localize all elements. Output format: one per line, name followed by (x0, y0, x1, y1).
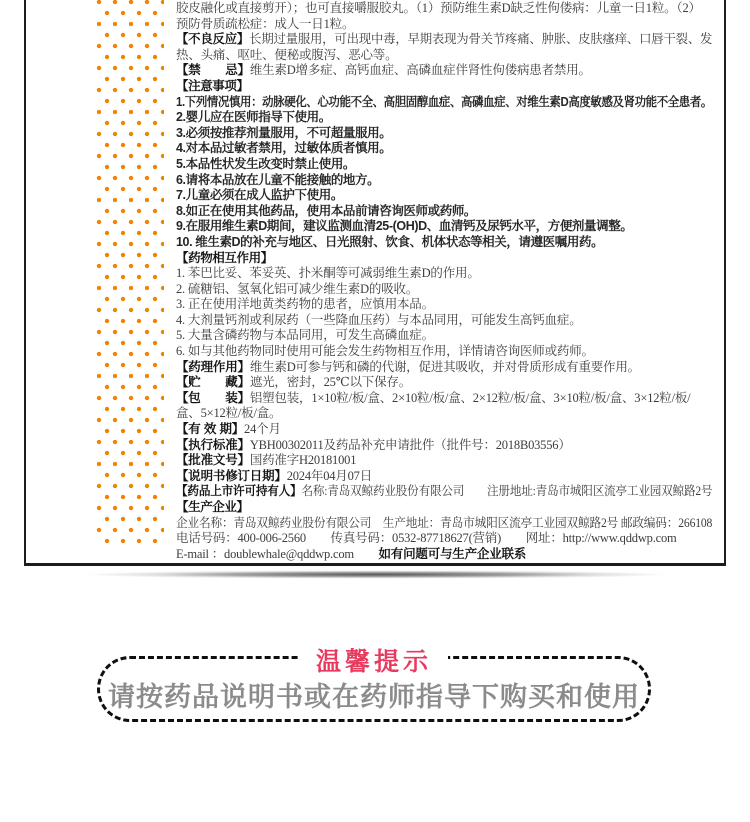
notice-box (97, 648, 651, 722)
document-line: 3.必须按推荐剂量服用，不可超量服用。 (176, 125, 392, 140)
document-line: 9.在服用维生素D期间，建议监测血清25-(OH)D、血清钙及尿钙水平，方便剂量调整。 (176, 219, 633, 234)
drug-instruction-panel (24, 0, 726, 566)
document-line: 3. 正在使用洋地黄类药物的患者，应慎用本品。 (176, 297, 434, 312)
document-line: 【说明书修订日期】2024年04月07日 (176, 468, 373, 483)
document-line: E-mail ：doublewhale@qddwp.com 如有问题可与生产企业联系 (176, 546, 527, 561)
document-line: 【包 装】铝塑包装，1×10粒/板/盒、2×10粒/板/盒、2×12粒/板/盒、3×10粒/板/盒、3×12粒/板/ (176, 390, 691, 405)
document-line: 盒、5×12粒/板/盒。 (176, 406, 282, 421)
document-line: 【不良反应】长期过量服用，可出现中毒，早期表现为骨关节疼痛、肿胀、皮肤瘙痒、口唇干裂、发 (176, 32, 712, 47)
document-line: 【贮 藏】遮光，密封，25℃以下保存。 (176, 375, 411, 390)
document-line: 2. 硫糖铝、氢氧化铝可减少维生素D的吸收。 (176, 281, 419, 296)
notice-message: 请按药品说明书或在药师指导下购买和使用 (108, 682, 640, 712)
document-line: 4.对本品过敏者禁用，过敏体质者慎用。 (176, 141, 392, 156)
document-line: 1. 苯巴比妥、苯妥英、扑米酮等可减弱维生素D的作用。 (176, 266, 480, 281)
document-line: 【禁 忌】维生素D增多症、高钙血症、高磷血症伴肾性佝偻病患者禁用。 (176, 63, 591, 78)
document-line: 电话号码：400-006-2560 传真号码：0532-87718627(营销) 网址：http://www.qddwp.com (176, 531, 677, 546)
document-line: 热、头痛、呕吐、便秘或腹泻、恶心等。 (176, 47, 398, 62)
document-line: 10. 维生素D的补充与地区、日光照射、饮食、机体状态等相关，请遵医嘱用药。 (176, 234, 604, 249)
document-line: 【生产企业】 (176, 500, 249, 514)
document-line: 【批准文号】国药准字H20181001 (176, 453, 357, 468)
document-line: 胶皮融化或直接剪开）；也可直接嚼服胶丸。（1）预防维生素D缺乏性佝偻病：儿童一日1粒。（2） (176, 1, 701, 15)
document-line: 【药物相互作用】 (176, 250, 273, 265)
document-line: 2.婴儿应在医师指导下使用。 (176, 110, 331, 125)
document-line: 【药理作用】维生素D可参与钙和磷的代谢，促进其吸收，并对骨质形成有重要作用。 (176, 359, 640, 374)
panel-bottom-shadow (58, 570, 694, 579)
document-line: 【执行标准】YBH00302011及药品补充申请批件（批件号：2018B03556） (176, 437, 571, 452)
document-lines (176, 1, 712, 563)
notice-title: 温馨提示 (300, 642, 448, 678)
document-line: 6. 如与其他药物同时使用可能会发生药物相互作用，详情请咨询医师或药师。 (176, 344, 594, 359)
document-line: 5. 大量含磷药物与本品同用，可发生高磷血症。 (176, 328, 434, 343)
document-line: 8.如正在使用其他药品，使用本品前请咨询医师或药师。 (176, 203, 477, 218)
document-line: 【注意事项】 (176, 78, 249, 93)
document-line: 预防骨质疏松症：成人一日1粒。 (176, 16, 355, 31)
document-line: 7.儿童必须在成人监护下使用。 (176, 188, 343, 203)
document-line: 4. 大剂量钙剂或利尿药（一些降血压药）与本品同用，可能发生高钙血症。 (176, 312, 582, 327)
document-line: 【有 效 期】24个月 (176, 422, 281, 437)
document-line: 5.本品性状发生改变时禁止使用。 (176, 156, 356, 171)
document-line: 1.下列情况慎用：动脉硬化、心功能不全、高胆固醇血症、高磷血症、对维生素D高度敏感及肾功能不全患者。 (176, 94, 712, 109)
document-line: 6.请将本品放在儿童不能接触的地方。 (176, 172, 380, 187)
orange-dot-pattern (96, 0, 164, 546)
document-line: 【药品上市许可持有人】名称:青岛双鲸药业股份有限公司 注册地址:青岛市城阳区流亭工业园双鲸路2号 (176, 484, 712, 499)
document-line: 企业名称：青岛双鲸药业股份有限公司 生产地址：青岛市城阳区流亭工业园双鲸路2号 邮政编码：266108 (176, 515, 712, 530)
